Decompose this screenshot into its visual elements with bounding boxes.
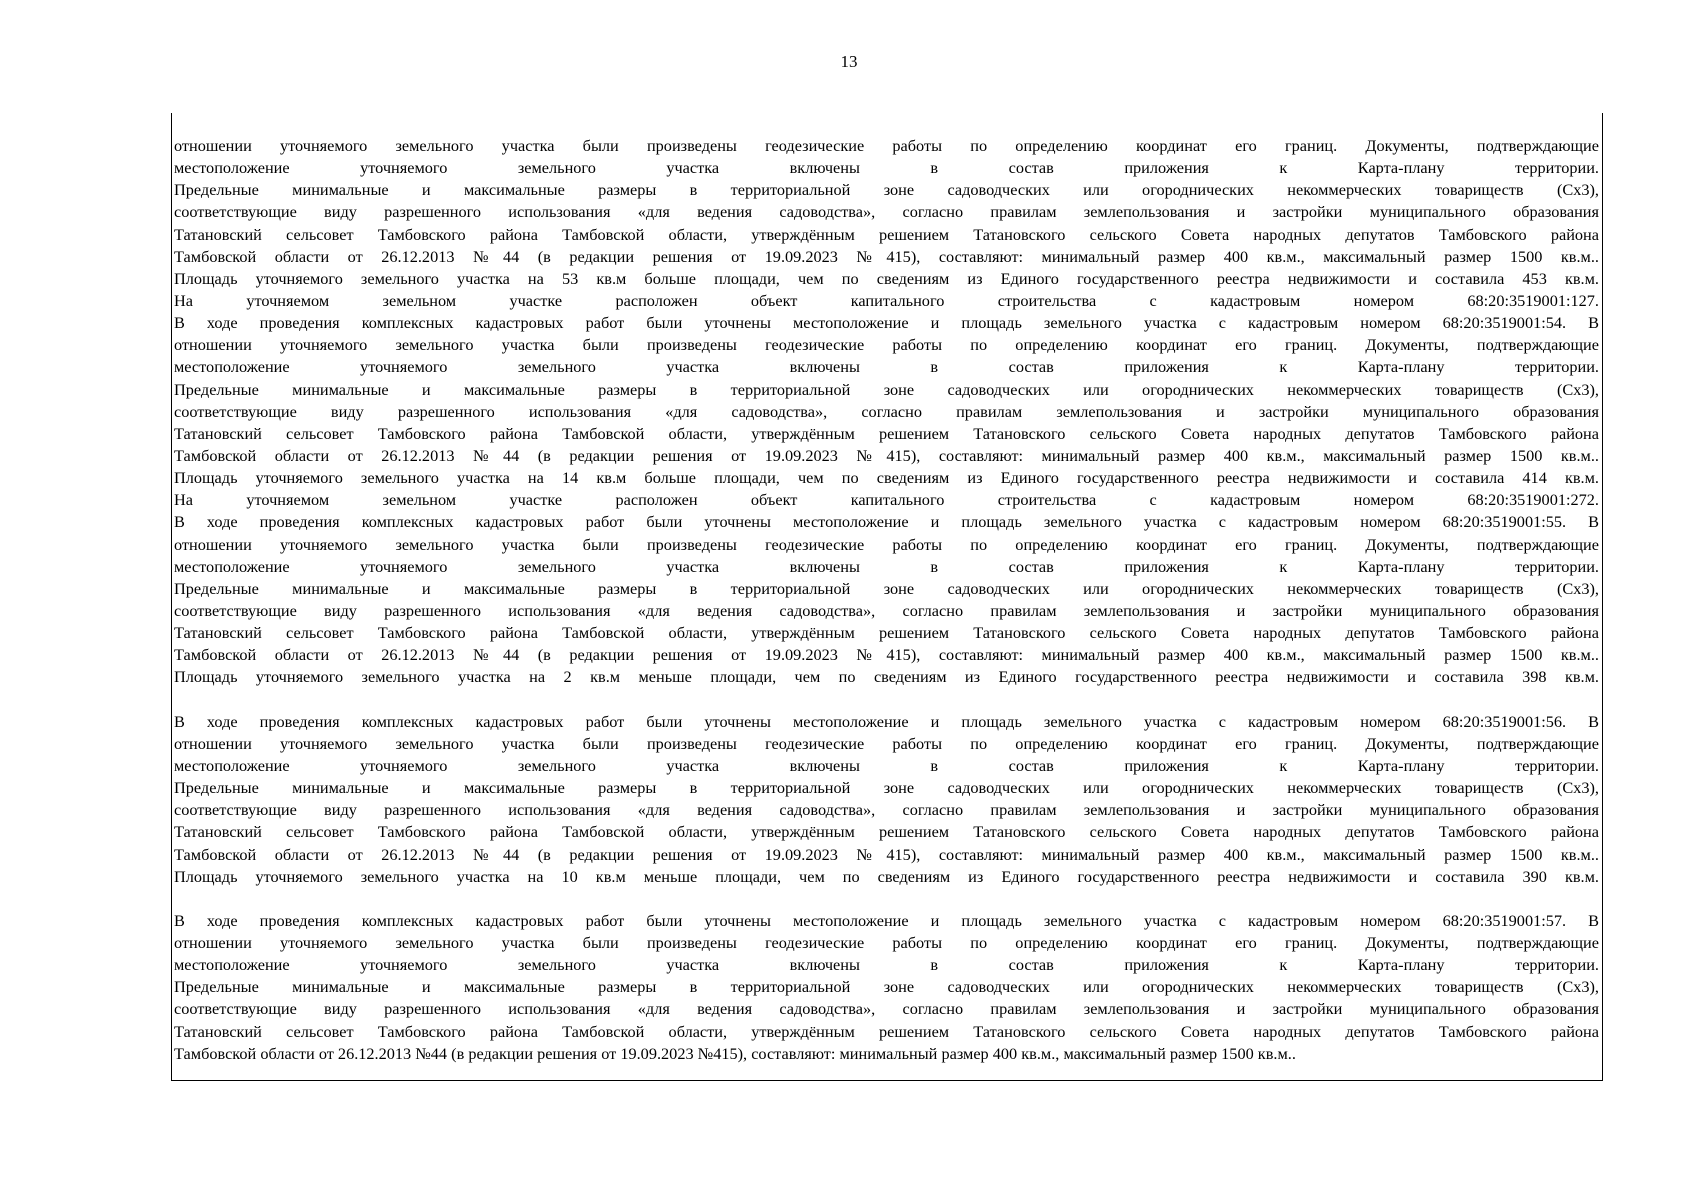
text-line: отношении уточняемого земельного участка были произведены геодезические работы по определению координат его границ. Документы, подтверждающие — [174, 933, 1599, 953]
text-line: Площадь уточняемого земельного участка на 2 кв.м меньше площади, чем по сведениям из Единого государственного реестра недвижимости и составила 398 кв.м. — [174, 667, 1599, 687]
text-line: Предельные минимальные и максимальные размеры в территориальной зоне садоводческих или огороднических некоммерческих товариществ (Сх3), — [174, 180, 1599, 200]
text-line: Татановский сельсовет Тамбовского района Тамбовской области, утверждённым решением Татановского сельского Совета народных депутатов Тамбовского района — [174, 822, 1599, 842]
text-line: отношении уточняемого земельного участка были произведены геодезические работы по определению координат его границ. Документы, подтверждающие — [174, 733, 1599, 753]
text-line: Татановский сельсовет Тамбовского района Тамбовской области, утверждённым решением Татановского сельского Совета народных депутатов Тамбовского района — [174, 623, 1599, 643]
text-line: Тамбовской области от 26.12.2013 №44 (в редакции решения от 19.09.2023 №415), составляют: минимальный размер 400 кв.м., максимальный размер 1500 кв.м.. — [174, 1043, 1296, 1063]
text-line: отношении уточняемого земельного участка были произведены геодезические работы по определению координат его границ. Документы, подтверждающие — [174, 534, 1599, 554]
text-line: местоположение уточняемого земельного участка включены в состав приложения к Карта-плану территории. — [174, 955, 1599, 975]
text-line: отношении уточняемого земельного участка были произведены геодезические работы по определению координат его границ. Документы, подтверждающие — [174, 136, 1599, 155]
text-line: Татановский сельсовет Тамбовского района Тамбовской области, утверждённым решением Татановского сельского Совета народных депутатов Тамбовского района — [174, 423, 1599, 443]
text-line: Предельные минимальные и максимальные размеры в территориальной зоне садоводческих или огороднических некоммерческих товариществ (Сх3), — [174, 977, 1599, 997]
blank-line — [174, 689, 1599, 711]
text-line: Предельные минимальные и максимальные размеры в территориальной зоне садоводческих или огороднических некоммерческих товариществ (Сх3), — [174, 778, 1599, 798]
text-line: Предельные минимальные и максимальные размеры в территориальной зоне садоводческих или огороднических некоммерческих товариществ (Сх3), — [174, 578, 1599, 598]
blank-line — [174, 888, 1599, 910]
text-line: На уточняемом земельном участке расположен объект капитального строительства с кадастровым номером 68:20:3519001:127. — [174, 290, 1599, 310]
text-line: Тамбовской области от 26.12.2013 №44 (в редакции решения от 19.09.2023 №415), составляют: минимальный размер 400 кв.м., максимальный размер 1500 кв.м.. — [174, 645, 1599, 665]
page-number: 13 — [840, 52, 858, 71]
text-line: соответствующие виду разрешенного использования «для ведения садоводства», согласно правилам землепользования и застройки муниципального образования — [174, 202, 1599, 222]
text-line: В ходе проведения комплексных кадастровых работ были уточнены местоположение и площадь земельного участка с кадастровым номером 68:20:3519001:54. В — [174, 313, 1599, 333]
text-line: местоположение уточняемого земельного участка включены в состав приложения к Карта-плану территории. — [174, 755, 1599, 775]
text-line: Тамбовской области от 26.12.2013 №44 (в редакции решения от 19.09.2023 №415), составляют: минимальный размер 400 кв.м., максимальный размер 1500 кв.м.. — [174, 844, 1599, 864]
text-line: Татановский сельсовет Тамбовского района Тамбовской области, утверждённым решением Татановского сельского Совета народных депутатов Тамбовского района — [174, 224, 1599, 244]
text-line: На уточняемом земельном участке расположен объект капитального строительства с кадастровым номером 68:20:3519001:272. — [174, 490, 1599, 510]
text-line: отношении уточняемого земельного участка были произведены геодезические работы по определению координат его границ. Документы, подтверждающие — [174, 335, 1599, 355]
text-line: Предельные минимальные и максимальные размеры в территориальной зоне садоводческих или огороднических некоммерческих товариществ (Сх3), — [174, 379, 1599, 399]
text-line: местоположение уточняемого земельного участка включены в состав приложения к Карта-плану территории. — [174, 357, 1599, 377]
text-line: Площадь уточняемого земельного участка на 53 кв.м больше площади, чем по сведениям из Единого государственного реестра недвижимости и составила 453 кв.м. — [174, 268, 1599, 288]
text-line: В ходе проведения комплексных кадастровых работ были уточнены местоположение и площадь земельного участка с кадастровым номером 68:20:3519001:57. В — [174, 910, 1599, 930]
text-line: соответствующие виду разрешенного использования «для ведения садоводства», согласно правилам землепользования и застройки муниципального образования — [174, 600, 1599, 620]
text-line: Тамбовской области от 26.12.2013 №44 (в редакции решения от 19.09.2023 №415), составляют: минимальный размер 400 кв.м., максимальный размер 1500 кв.м.. — [174, 246, 1599, 266]
text-line: соответствующие виду разрешенного использования «для ведения садоводства», согласно правилам землепользования и застройки муниципального образования — [174, 999, 1599, 1019]
text-line: Площадь уточняемого земельного участка на 10 кв.м меньше площади, чем по сведениям из Единого государственного реестра недвижимости и составила 390 кв.м. — [174, 866, 1599, 886]
text-line: соответствующие виду разрешенного использования «для садоводства», согласно правилам землепользования и застройки муниципального образования — [174, 401, 1599, 421]
text-line: В ходе проведения комплексных кадастровых работ были уточнены местоположение и площадь земельного участка с кадастровым номером 68:20:3519001:56. В — [174, 711, 1599, 731]
text-line: соответствующие виду разрешенного использования «для ведения садоводства», согласно правилам землепользования и застройки муниципального образования — [174, 800, 1599, 820]
text-line: Тамбовской области от 26.12.2013 №44 (в редакции решения от 19.09.2023 №415), составляют: минимальный размер 400 кв.м., максимальный размер 1500 кв.м.. — [174, 445, 1599, 465]
text-line: Площадь уточняемого земельного участка на 14 кв.м больше площади, чем по сведениям из Единого государственного реестра недвижимости и составила 414 кв.м. — [174, 468, 1599, 488]
text-line: местоположение уточняемого земельного участка включены в состав приложения к Карта-плану территории. — [174, 556, 1599, 576]
text-line: Татановский сельсовет Тамбовского района Тамбовской области, утверждённым решением Татановского сельского Совета народных депутатов Тамбовского района — [174, 1021, 1599, 1041]
document-body — [174, 135, 1599, 1065]
text-line: В ходе проведения комплексных кадастровых работ были уточнены местоположение и площадь земельного участка с кадастровым номером 68:20:3519001:55. В — [174, 512, 1599, 532]
text-line: местоположение уточняемого земельного участка включены в состав приложения к Карта-плану территории. — [174, 158, 1599, 178]
